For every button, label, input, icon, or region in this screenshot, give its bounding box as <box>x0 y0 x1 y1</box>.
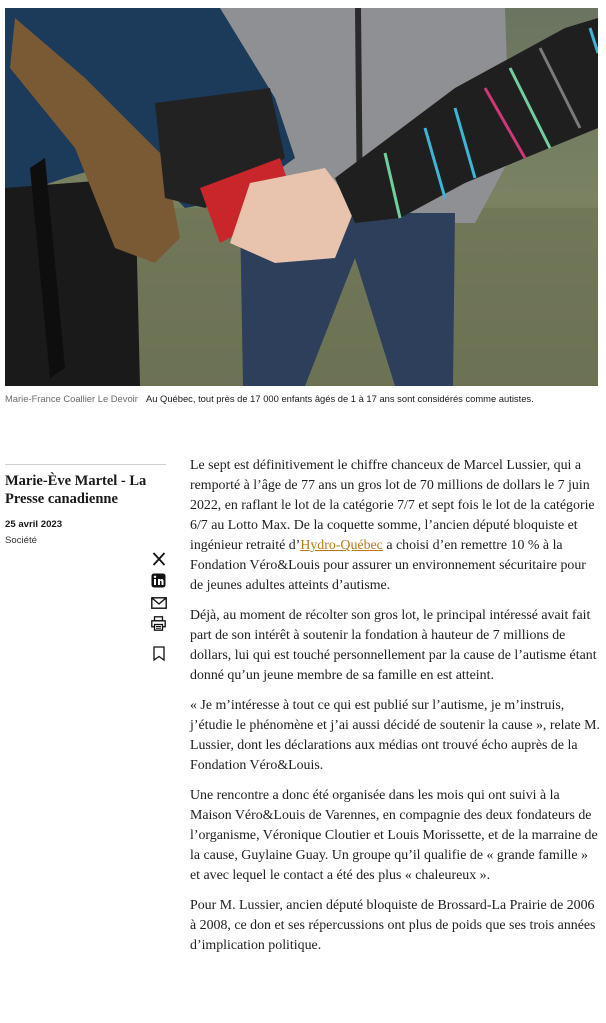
photo-credit: Marie-France Coallier Le Devoir <box>5 393 138 404</box>
article-body <box>190 456 600 966</box>
photo-caption-line <box>5 392 601 405</box>
paragraph-3: « Je m’intéresse à tout ce qui est publié sur l’autisme, je m’instruis, j’étudie le phénomène et j’ai aussi décidé de soutenir la cause », relate M. Lussier, dont les déclarations aux médias ont trouvé écho auprès de la Fondation Véro&Louis. <box>190 698 600 773</box>
paragraph-2: Déjà, au moment de récolter son gros lot, le principal intéressé avait fait part de son intérêt à soutenir la fondation à hauteur de 7 millions de dollars, lui qui est touché personnellement par la cause de l’autisme étant donné qu’un jeune membre de sa famille en est atteint. <box>190 608 597 683</box>
paragraph-5: Pour M. Lussier, ancien député bloquiste de Brossard-La Prairie de 2006 à 2008, ce don et ses répercussions ont plus de poids que ses trois années d’implication politique. <box>190 898 596 953</box>
section-label[interactable]: Société <box>5 535 37 546</box>
paragraph-4: Une rencontre a donc été organisée dans les mois qui ont suivi à la Maison Véro&Louis de Varennes, en compagnie des deux fondateurs de l’organisme, Véronique Cloutier et Louis Morissette, et de la marraine de la cause, Guylaine Guay. Un groupe qu’il qualifie de « grande famille » et avec lequel le contact a été des plus « chaleureux ». <box>190 788 598 883</box>
author-name[interactable]: Marie-Ève Martel - La Presse canadienne <box>5 473 147 507</box>
paragraph-1-text: Le sept est définitivement le chiffre chanceux de Marcel Lussier, qui a remporté à l’âge de 77 ans un gros lot de 70 millions de dollars le 7 juin 2022, en raflant le lot de la catégorie 7/7 et sept fois le lot de la catégorie 6/7 au Lotto Max. De la coquette somme, l’ancien député bloquiste et ingénieur retraité d’ <box>190 458 595 553</box>
linkedin-icon[interactable] <box>150 572 167 589</box>
email-icon[interactable] <box>150 594 167 611</box>
print-icon[interactable] <box>150 615 167 632</box>
x-icon[interactable] <box>150 550 167 567</box>
publish-date: 25 avril 2023 <box>5 519 63 530</box>
bookmark-icon[interactable] <box>150 645 167 662</box>
photo-illustration <box>5 8 598 386</box>
photo-caption: Au Québec, tout près de 17 000 enfants âgés de 1 à 17 ans sont considérés comme autistes. <box>145 393 534 404</box>
paragraph-1-text-end: a choisi d’en remettre 10 % à la Fondation Véro&Louis pour assurer un environnement sécuritaire pour de jeunes adultes atteints d’autisme. <box>190 538 586 593</box>
article-photo <box>5 8 598 386</box>
paragraph-1 <box>190 456 600 596</box>
byline-divider <box>5 464 166 465</box>
hydro-quebec-link[interactable]: Hydro-Québec <box>300 538 383 553</box>
